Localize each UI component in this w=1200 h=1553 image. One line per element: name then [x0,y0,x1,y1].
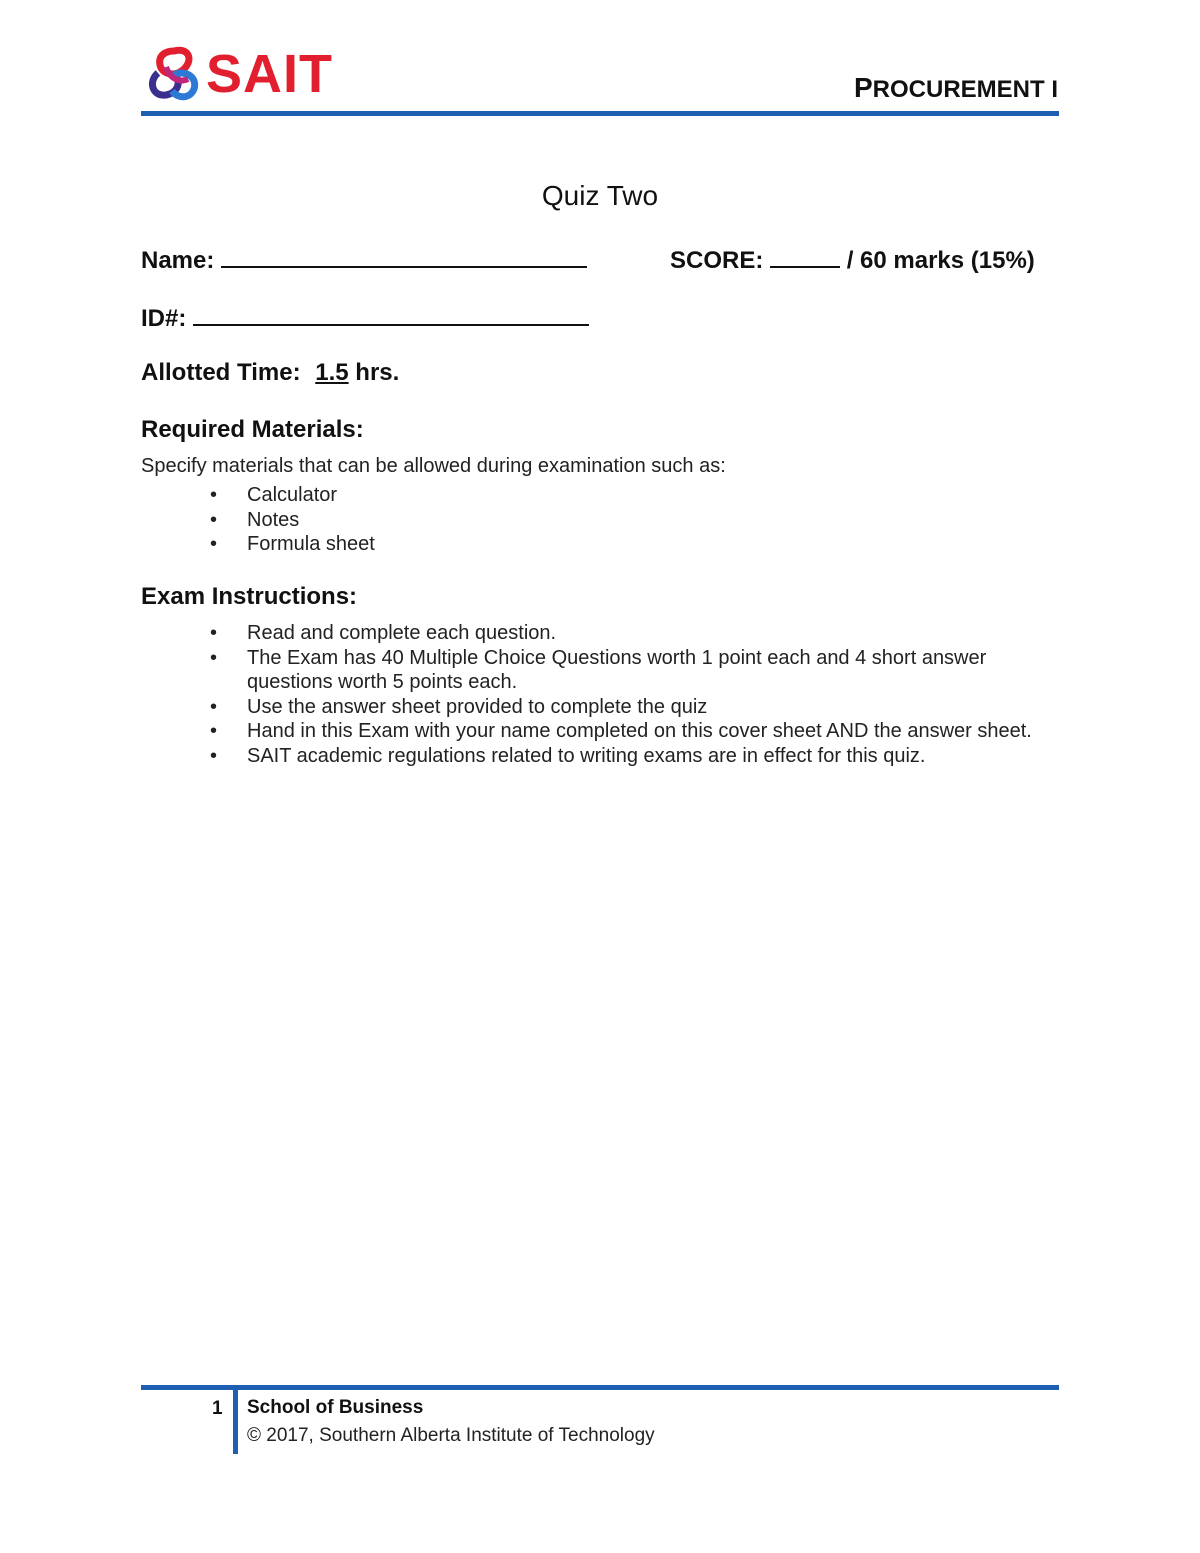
materials-intro: Specify materials that can be allowed during examination such as: [141,455,726,477]
score-blank[interactable] [770,244,840,268]
bullet-dot: • [210,695,218,718]
list-item [206,744,1046,769]
id-field[interactable] [141,302,589,333]
list-item-text: Use the answer sheet provided to complete the quiz [247,695,708,718]
list-item-text: Read and complete each question. [247,622,557,644]
footer-copyright: © 2017, Southern Alberta Institute of Technology [247,1425,655,1446]
list-item-text: The Exam has 40 Multiple Choice Questions worth 1 point each and 4 short answer questions worth 5 points each. [247,646,987,693]
instructions-list [206,621,1046,768]
time-value: 1.5 [315,359,349,386]
footer-school: School of Business [247,1397,424,1418]
header-rule [141,111,1059,116]
bullet-dot: • [210,484,218,506]
score-field[interactable] [670,244,1035,275]
footer-divider [233,1390,238,1454]
course-title [854,74,1058,102]
name-label: Name: [141,247,215,274]
list-item [206,621,1046,646]
allotted-time [141,359,399,387]
list-item [206,695,1046,720]
sait-knot-logo-icon [144,45,204,103]
page-number: 1 [212,1398,223,1419]
bullet-dot: • [210,646,218,669]
list-item [206,483,1056,508]
bullet-dot: • [210,720,218,742]
name-blank[interactable] [221,244,587,268]
bullet-dot: • [210,508,218,531]
list-item-text: SAIT academic regulations related to writing exams are in effect for this quiz. [247,744,926,767]
materials-heading: Required Materials: [141,416,364,443]
time-unit: hrs. [355,359,400,386]
quiz-title: Quiz Two [541,180,659,211]
list-item [206,508,1056,533]
score-label: SCORE: [670,247,764,274]
list-item-text: Notes [247,508,300,531]
sait-logo [144,44,344,104]
score-suffix: / 60 marks (15%) [846,247,1035,274]
name-field[interactable] [141,244,587,275]
list-item-text: Calculator [247,484,338,506]
id-blank[interactable] [193,302,589,326]
footer-rule [141,1385,1059,1390]
logo-wordmark: SAIT [206,44,334,104]
bullet-dot: • [210,622,218,644]
list-item [206,646,1046,695]
time-label: Allotted Time: [141,359,301,386]
list-item [206,719,1046,744]
list-item [206,532,1056,557]
bullet-dot: • [210,533,218,555]
bullet-dot: • [210,744,218,767]
instructions-heading: Exam Instructions: [141,583,358,610]
id-label: ID#: [141,305,187,332]
materials-list [206,483,1056,557]
list-item-text: Hand in this Exam with your name completed on this cover sheet AND the answer sheet. [247,720,1032,742]
list-item-text: Formula sheet [247,533,375,555]
course-title-initial: P [853,72,873,103]
course-title-rest: ROCUREMENT I [872,76,1058,103]
